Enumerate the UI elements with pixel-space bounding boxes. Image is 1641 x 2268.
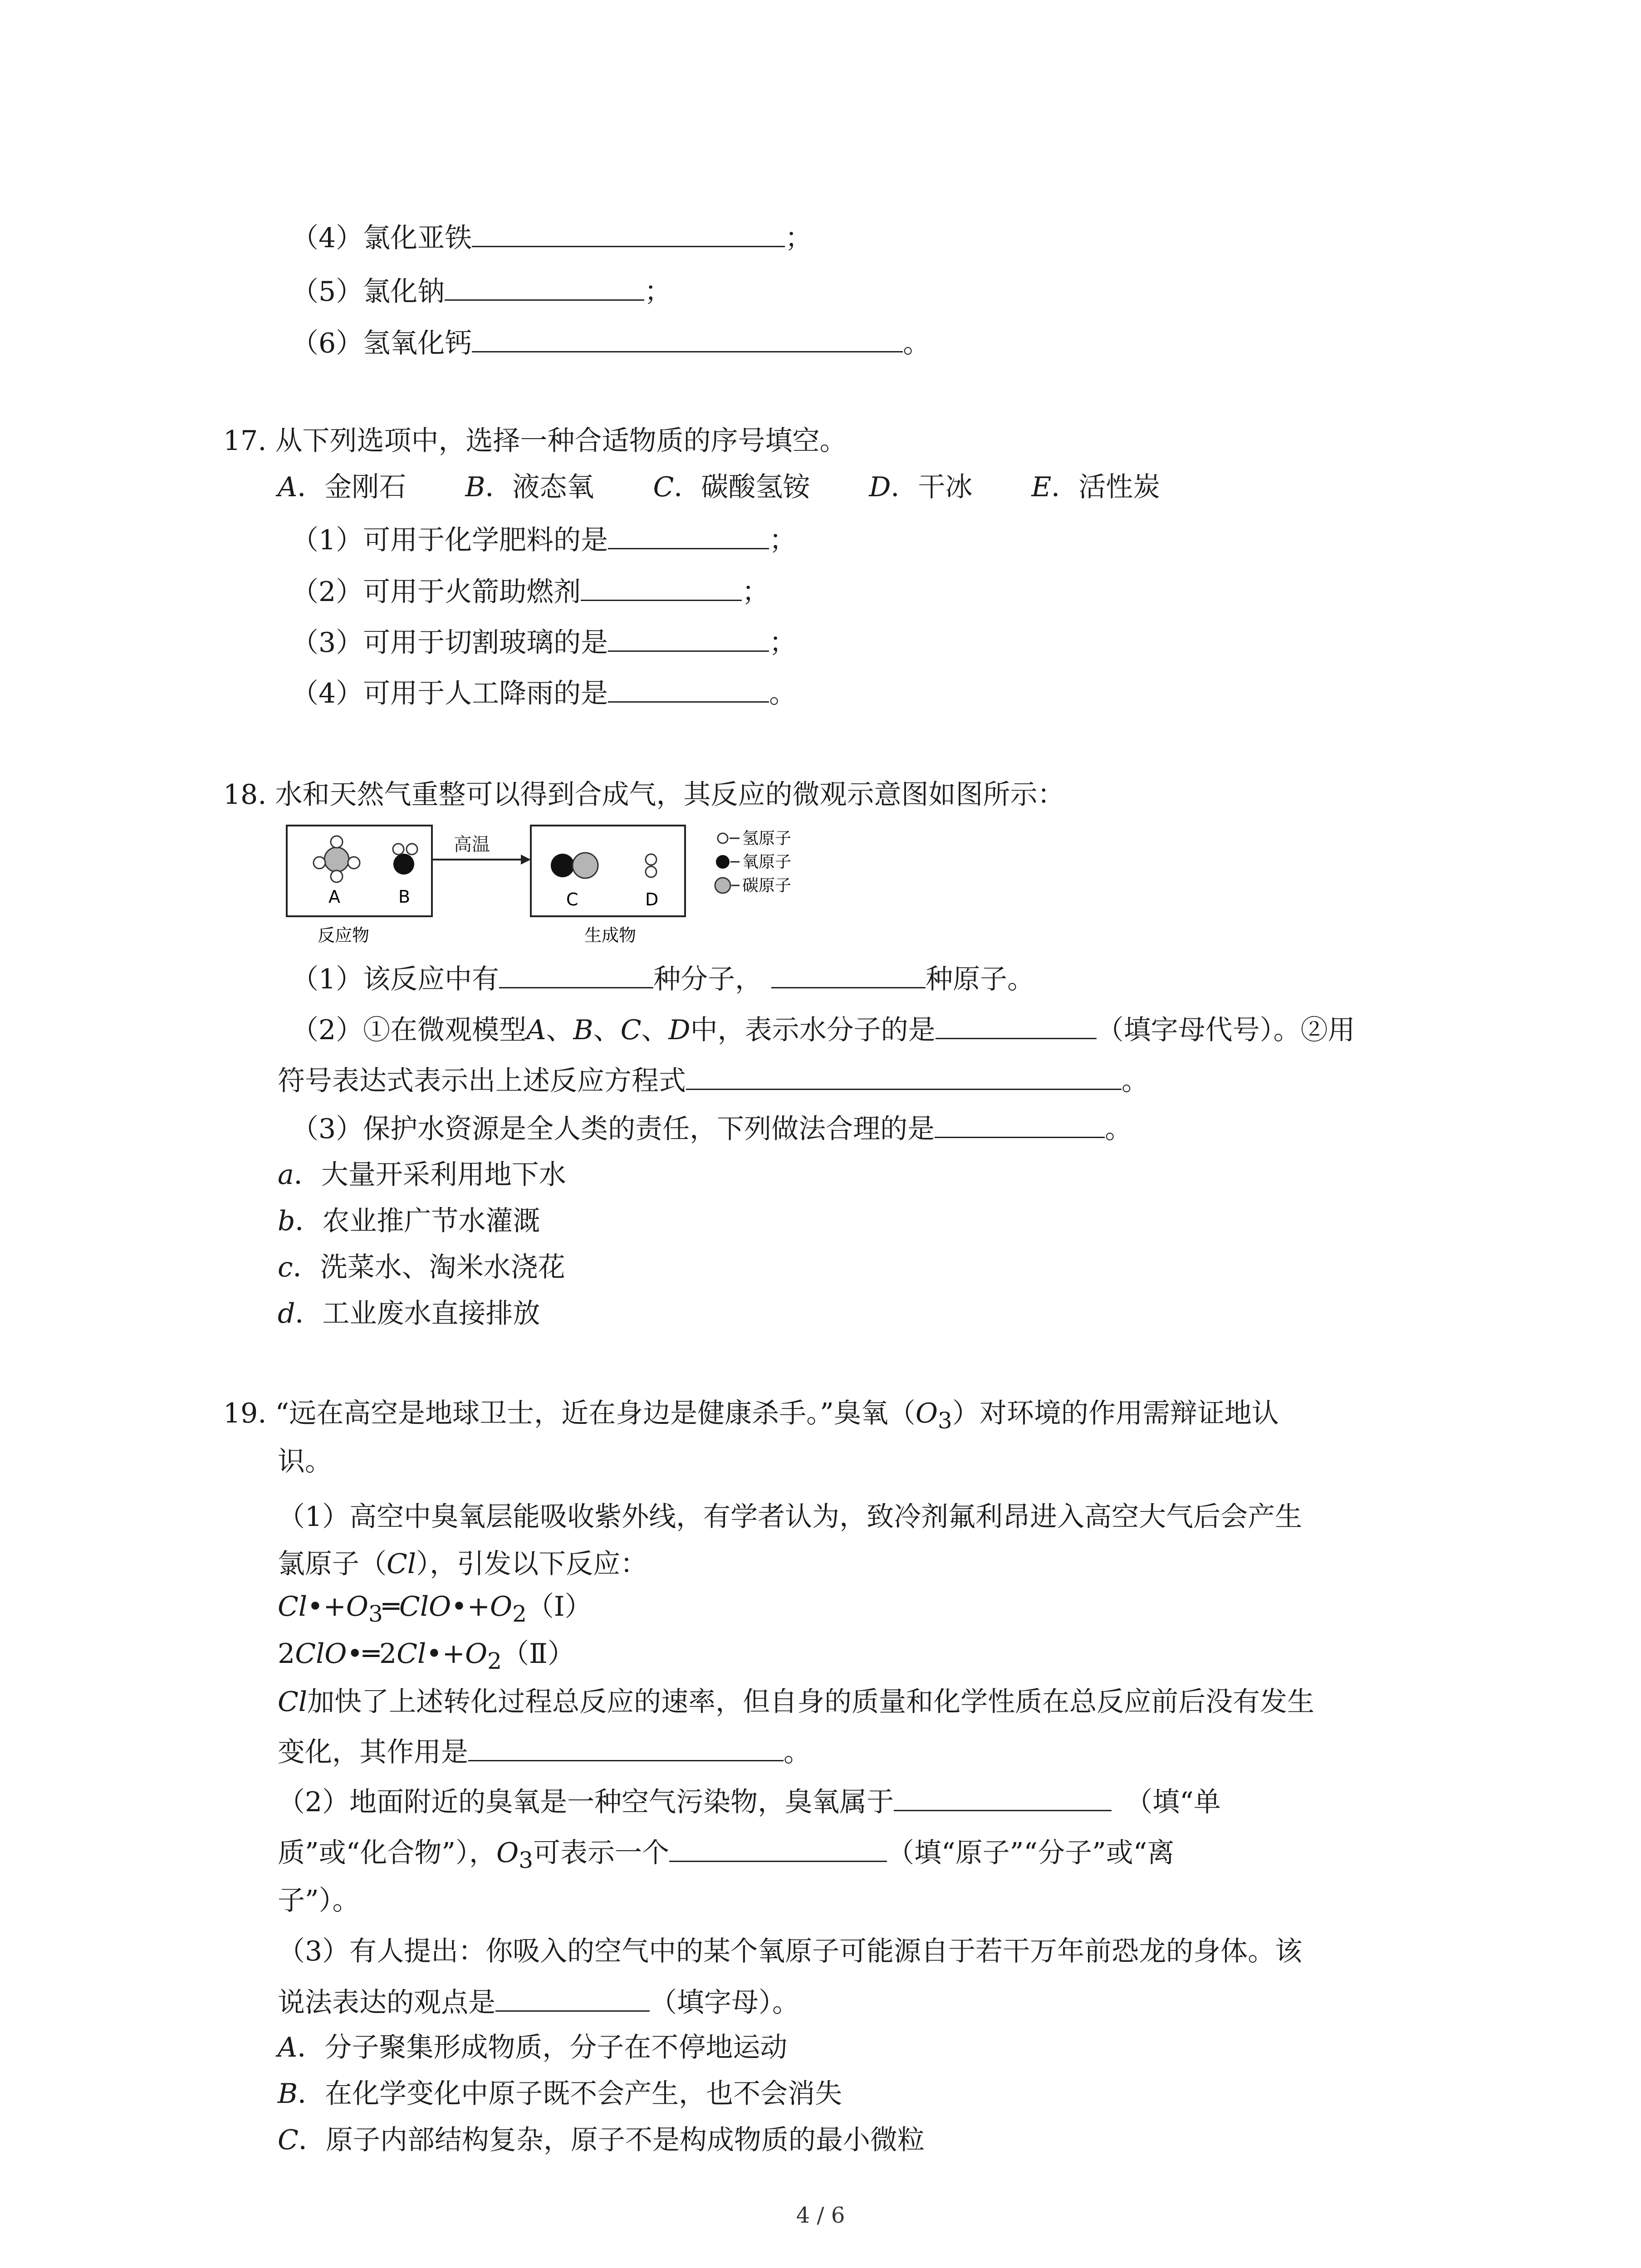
carbon-legend-icon — [715, 878, 730, 893]
q17-sub3: （3）可用于切割玻璃的是 ； — [291, 622, 796, 661]
q19-choice-b: B．在化学变化中原子既不会产生，也不会消失 — [278, 2078, 843, 2110]
q18-choice-d: d．工业废水直接排放 — [278, 1298, 540, 1330]
q18-part3: （3）保护水资源是全人类的责任，下列做法合理的是 。 — [291, 1109, 1132, 1147]
q18-part2-line2: 符号表达式表示出上述反应方程式 。 — [278, 1061, 1149, 1099]
products-caption: 生成物 — [584, 925, 637, 945]
answer-blank[interactable] — [686, 1061, 1122, 1090]
label-d: D — [645, 890, 659, 909]
q16-item-6: （6）氢氧化钙 。 — [291, 323, 930, 362]
q19-equation-2: $2ClO•═2Cl•+O_2(Ⅱ)$ — [278, 1638, 575, 1674]
label-b: B — [398, 887, 411, 907]
q19-choice-c: C．原子内部结构复杂，原子不是构成物质的最小微粒 — [278, 2124, 925, 2156]
reaction-diagram — [272, 816, 862, 953]
answer-blank[interactable] — [445, 271, 644, 301]
q17-stem: 17. 从下列选项中，选择一种合适物质的序号填空。 — [223, 425, 847, 457]
label-c: C — [566, 890, 578, 909]
hydrogen-atom-icon — [407, 844, 417, 855]
hydrogen-legend-icon — [718, 833, 728, 843]
answer-blank[interactable] — [935, 1109, 1105, 1138]
option: D．干冰 — [869, 471, 973, 503]
q19-part1-line3: Cl加快了上述转化过程总反应的速率，但自身的质量和化学性质在总反应前后没有发生 — [278, 1686, 1315, 1718]
q18-choice-a: a．大量开采利用地下水 — [278, 1159, 566, 1191]
hydrogen-atom-icon — [393, 844, 404, 855]
answer-blank[interactable] — [581, 572, 742, 601]
q18-choice-b: b．农业推广节水灌溉 — [278, 1205, 540, 1237]
q17-sub1: （1）可用于化学肥料的是 ； — [291, 520, 796, 558]
q18-stem: 18. 水和天然气重整可以得到合成气，其反应的微观示意图如图所示： — [223, 779, 1065, 811]
q19-part2-line1: （2）地面附近的臭氧是一种空气污染物，臭氧属于 （填“单 — [278, 1782, 1221, 1820]
answer-blank[interactable] — [894, 1782, 1112, 1811]
q19-stem-cont: 识。 — [278, 1446, 332, 1477]
answer-blank[interactable] — [608, 673, 769, 703]
answer-blank[interactable] — [669, 1833, 887, 1862]
q17-sub2: （2）可用于火箭助燃剂 ； — [291, 572, 769, 610]
hydrogen-atom-icon — [331, 836, 343, 848]
hydrogen-atom-icon — [348, 857, 360, 869]
q18-choice-c: c．洗菜水、淘米水浇花 — [278, 1251, 565, 1283]
q19-stem: 19. “远在高空是地球卫士，近在身边是健康杀手。”臭氧$(O_3)$对环境的作用需辩证地认 — [223, 1398, 1279, 1434]
oxygen-atom-icon — [551, 854, 574, 877]
hydrogen-atom-icon — [331, 870, 343, 882]
answer-blank[interactable] — [495, 1982, 650, 2012]
q18-part1: （1）该反应中有 种分子， 种原子。 — [291, 959, 1034, 997]
option: C．碳酸氢铵 — [653, 471, 810, 503]
answer-blank[interactable] — [936, 1010, 1097, 1039]
legend-oxygen: 氧原子 — [742, 853, 792, 871]
q19-part1-line1: （1）高空中臭氧层能吸收紫外线，有学者认为，致冷剂氟利昂进入高空大气后会产生 — [278, 1501, 1303, 1533]
q16-item-5: （5）氯化钠 ； — [291, 271, 671, 310]
arrow-label: 高温 — [454, 834, 490, 855]
hydrogen-atom-icon — [646, 854, 656, 865]
legend-hydrogen: 氢原子 — [742, 829, 792, 848]
carbon-atom-icon — [324, 847, 349, 872]
legend-carbon: 碳原子 — [742, 876, 792, 895]
answer-blank[interactable] — [468, 1732, 784, 1761]
q19-part2-line3: 子”）。 — [278, 1885, 360, 1916]
answer-blank[interactable] — [608, 520, 769, 549]
q17-sub4: （4）可用于人工降雨的是 。 — [291, 673, 796, 712]
answer-blank[interactable] — [472, 218, 785, 247]
answer-blank[interactable] — [472, 323, 903, 352]
q16-item-4: （4）氯化亚铁 ； — [291, 218, 812, 256]
q19-part3-line1: （3）有人提出：你吸入的空气中的某个氧原子可能源自于若干万年前恐龙的身体。该 — [278, 1936, 1303, 1967]
reactants-caption: 反应物 — [318, 925, 370, 945]
label-a: A — [328, 887, 340, 907]
hydrogen-atom-icon — [646, 866, 656, 877]
arrowhead-icon — [521, 855, 531, 865]
option: E．活性炭 — [1031, 471, 1161, 503]
answer-blank[interactable] — [771, 959, 926, 988]
q19-part2-line2: 质”或“化合物”），$O_3$可表示一个 （填“原子”“分子”或“离 — [278, 1833, 1174, 1878]
q19-part1-line2: 氯原子（Cl），引发以下反应： — [278, 1548, 648, 1580]
q17-options — [278, 469, 1160, 505]
q19-choice-a: A．分子聚集形成物质，分子在不停地运动 — [278, 2032, 788, 2063]
page-number: 4 / 6 — [796, 2203, 845, 2228]
q19-equation-1: $Cl•+O_3═ClO•+O_2(Ⅰ)$ — [278, 1591, 592, 1627]
answer-blank[interactable] — [608, 622, 769, 652]
option: A．金刚石 — [278, 471, 407, 503]
q19-part1-line4: 变化，其作用是 。 — [278, 1732, 811, 1770]
hydrogen-atom-icon — [314, 857, 325, 869]
carbon-atom-icon — [573, 853, 598, 878]
option: B．液态氧 — [465, 471, 594, 503]
oxygen-atom-icon — [393, 854, 414, 875]
q18-part2-line1: （2）①在微观模型A、B、C、D中，表示水分子的是 （填字母代号）。②用 — [291, 1010, 1355, 1048]
oxygen-legend-icon — [716, 855, 730, 869]
q19-part3-line2: 说法表达的观点是 （填字母）。 — [278, 1982, 799, 2021]
answer-blank[interactable] — [499, 959, 653, 988]
